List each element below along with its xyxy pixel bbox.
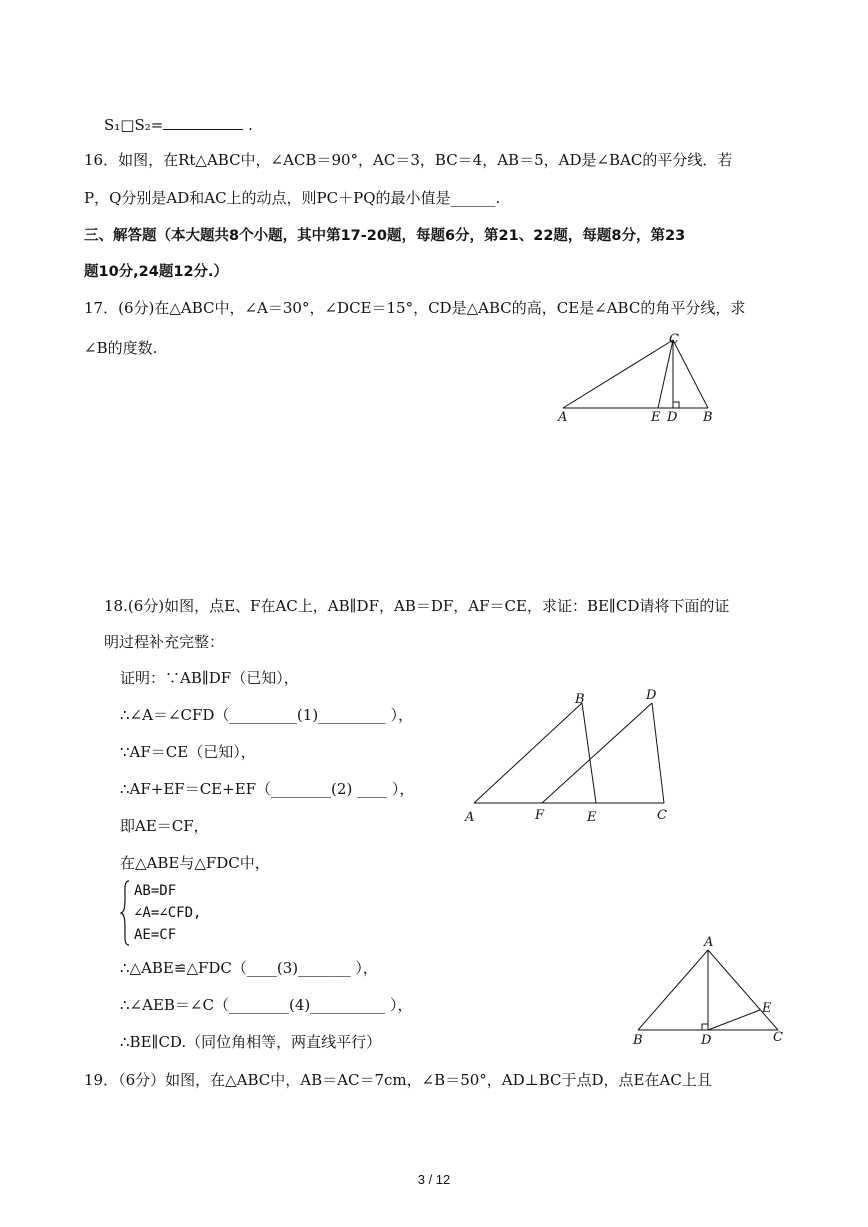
q18-proof-step-7: ∴△ABE≌△FDC（____(3)_______ ）， (120, 959, 378, 977)
fig18-label-E: E (587, 810, 597, 825)
q18-system-eq-3: AE=CF (134, 927, 177, 943)
fig17-label-B: B (703, 410, 713, 425)
fig19-segment-AC (708, 950, 778, 1030)
q17-line2: ∠B的度数. (84, 339, 158, 357)
q18-system-eq-2: ∠A=∠CFD, (134, 905, 202, 921)
q18-proof-step-4: ∴AF+EF＝CE+EF（________(2) ____ ）， (120, 780, 415, 798)
q18-equation-system (120, 880, 201, 946)
fig19-segment-AB (638, 950, 708, 1030)
q17-line1: 17．(6分)在△ABC中，∠A＝30°，∠DCE＝15°，CD是△ABC的高，CE是∠ABC的角平分线，求 (84, 299, 746, 317)
fig17-label-E: E (651, 410, 661, 425)
q16-line1: 16．如图，在Rt△ABC中，∠ACB＝90°，AC＝3，BC＝4，AB＝5，AD是∠BAC的平分线．若 (84, 151, 733, 169)
fig18-segment-AB (474, 703, 582, 803)
fig17-segment-CB (673, 340, 708, 408)
q15-blank (163, 115, 243, 130)
fig17-segment-CE (658, 340, 673, 408)
q15-lhs: S₁□S₂= (104, 116, 164, 134)
fig17-label-D: D (667, 410, 678, 425)
fig18-segment-BE (582, 703, 596, 803)
fig19-label-C: C (773, 1030, 783, 1045)
q18-proof-step-3: ∵AF＝CE（已知）， (120, 743, 256, 761)
q18-proof-step-9: ∴BE∥CD.（同位角相等，两直线平行） (120, 1033, 382, 1051)
fig19-label-D: D (701, 1033, 712, 1048)
fig18-label-B: B (575, 692, 585, 707)
fig17-right-angle-mark (673, 402, 679, 408)
curly-brace-icon (120, 880, 130, 946)
fig18-label-F: F (535, 808, 545, 823)
fig18-label-A: A (465, 810, 475, 825)
fig17-label-C: C (669, 332, 679, 347)
fig18-label-D: D (646, 688, 657, 703)
fig19-label-E: E (762, 1001, 772, 1016)
q18-proof-step-5: 即AE＝CF， (120, 817, 209, 835)
q15-tail: . (248, 116, 253, 134)
fig19-label-A: A (704, 935, 714, 950)
fig18-segment-DC (652, 703, 664, 803)
section3-heading-line1: 三、解答题（本大题共8个小题，其中第17-20题，每题6分，第21、22题，每题8分，第23 (84, 228, 686, 244)
q15-answer-line (104, 115, 253, 135)
figure-q17-triangle (555, 330, 725, 425)
q18-line1: 18.(6分)如图，点E、F在AC上，AB∥DF，AB＝DF，AF＝CE，求证：BE∥CD请将下面的证 (104, 597, 730, 615)
page-number: 3 / 12 (417, 1172, 451, 1187)
q18-system-eq-1: AB=DF (134, 883, 177, 899)
q18-proof-step-6: 在△ABE与△FDC中， (120, 854, 270, 872)
section3-heading-line2: 题10分,24题12分.） (84, 264, 229, 280)
figure-q18-triangles (460, 685, 680, 830)
q19-line1: 19．（6分）如图，在△ABC中，AB＝AC＝7cm，∠B＝50°，AD⊥BC于点D，点E在AC上且 (84, 1071, 712, 1089)
q18-proof-step-1: 证明：∵AB∥DF（已知）， (120, 669, 299, 687)
q16-line2: P，Q分别是AD和AC上的动点，则PC＋PQ的最小值是______. (84, 189, 501, 207)
q18-proof-step-8: ∴∠AEB＝∠C（________(4)__________ ）， (120, 996, 413, 1014)
fig17-label-A: A (558, 410, 568, 425)
fig19-right-angle-mark (702, 1024, 708, 1030)
fig18-segment-FD (542, 703, 652, 803)
q18-line2: 明过程补充完整： (104, 633, 225, 651)
fig19-segment-DE (708, 1010, 760, 1030)
q18-proof-step-2: ∴∠A＝∠CFD（_________(1)_________ ）， (120, 706, 413, 724)
figure-q19-triangle (628, 930, 793, 1050)
fig17-segment-AC (563, 340, 673, 408)
fig18-label-C: C (657, 808, 667, 823)
fig19-label-B: B (633, 1033, 643, 1048)
